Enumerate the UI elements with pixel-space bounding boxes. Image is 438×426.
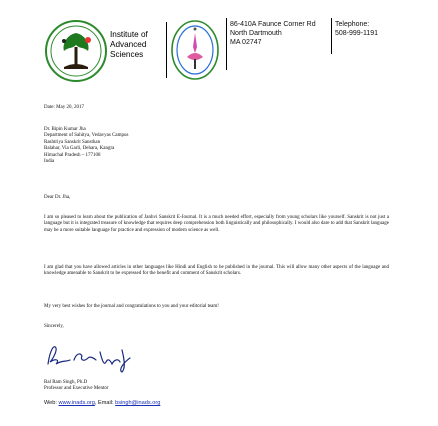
- salutation: Dear Dr. Jha,: [44, 195, 71, 200]
- recipient-line: Himachal Pradesh – 177108: [44, 152, 101, 158]
- closing: Sincerely,: [44, 324, 64, 329]
- address-line: 86-410A Faunce Corner Rd: [230, 21, 316, 28]
- emblem-logo: [170, 19, 220, 81]
- signer-title: Professor and Executive Mentor: [44, 386, 109, 392]
- email-label: , Email:: [94, 400, 114, 406]
- address-line: North Dartmouth: [230, 30, 282, 37]
- recipient-line: Balahar, Via Garli, Dehara, Kangra: [44, 146, 115, 152]
- contact-line: [44, 400, 160, 406]
- recipient-line: Rashtriya Sanskrit Sansthan: [44, 139, 101, 145]
- recipient-line: Dr. Bipin Kumar Jha: [44, 127, 86, 132]
- recipient-address: [44, 127, 128, 165]
- email-link[interactable]: bsingh@inads.org: [115, 400, 161, 406]
- telephone-label: Telephone:: [335, 21, 370, 28]
- website-link[interactable]: www.inads.org: [58, 400, 95, 406]
- divider: [226, 18, 227, 70]
- recipient-line: India: [44, 159, 55, 165]
- letter-date: Date: May 20, 2017: [44, 105, 84, 110]
- institute-name-line: Advanced: [110, 40, 147, 49]
- body-paragraph: I am so pleased to learn about the publication of Janhvi Sanskrit E-Journal. It is a much needed effort, especially from young scholars like yourself. Sanskrit is not just a language but it is integrated treasure of knowledge that requires deep comprehension both linguistically and philosophically. I would also dare to add that Sanskrit language may be a more suitable language for practice and expression of modern science as well.: [44, 215, 389, 233]
- signer-name: Bal Ram Singh, Ph.D: [44, 380, 88, 385]
- telephone: [335, 20, 378, 38]
- body-paragraph: My very best wishes for the journal and congratulations to you and your editorial team!: [44, 304, 219, 309]
- institute-logo: [44, 19, 108, 83]
- address: [230, 20, 316, 47]
- signer-block: [44, 380, 109, 393]
- recipient-line: Department of Sahitya, Vedavyas Campus: [44, 133, 129, 139]
- signature: [44, 340, 134, 374]
- body-paragraph: I am glad that you have allowed articles in other languages like Hindi and English to be published in the journal. This will allow many other aspects of the language and knowledge amenable to Sanskrit to be expressed for the benefit and comment of Sanskrit scholars.: [44, 265, 389, 277]
- address-line: MA 02747: [230, 39, 262, 46]
- telephone-number: 508-999-1191: [335, 30, 379, 37]
- institute-name: [110, 30, 148, 60]
- institute-name-line: Sciences: [110, 50, 144, 59]
- web-label: Web:: [44, 400, 57, 406]
- institute-name-line: Institute of: [110, 30, 148, 39]
- divider: [166, 22, 167, 78]
- divider: [331, 18, 332, 54]
